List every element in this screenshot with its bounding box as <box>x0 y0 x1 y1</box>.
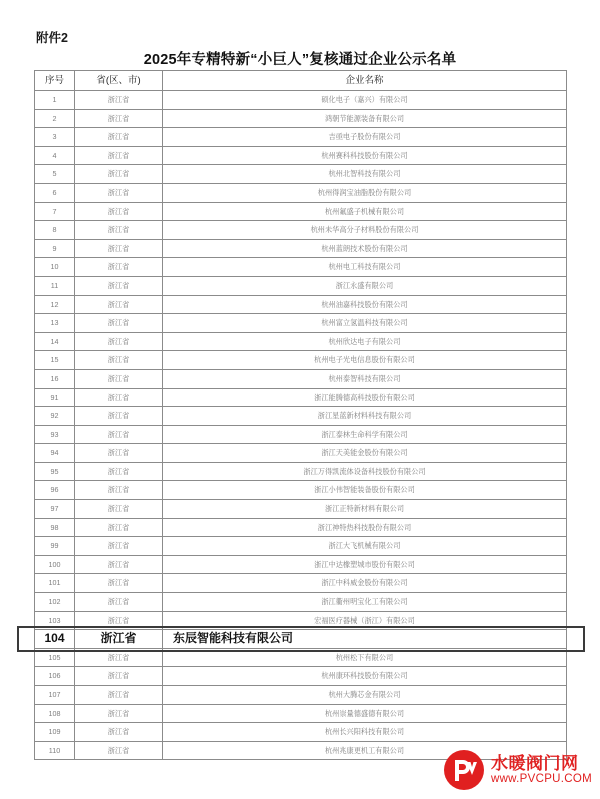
cell-company-name: 浙江小伟智能装备股份有限公司 <box>163 481 567 500</box>
column-header-company: 企业名称 <box>163 71 567 91</box>
cell-province: 浙江省 <box>75 332 163 351</box>
cell-serial-number: 109 <box>35 723 75 742</box>
company-list-table <box>34 70 567 760</box>
table-row <box>35 555 567 574</box>
cell-serial-number: 94 <box>35 444 75 463</box>
table-row <box>35 704 567 723</box>
table-row <box>35 630 567 649</box>
table-row <box>35 314 567 333</box>
table-row <box>35 425 567 444</box>
cell-company-name: 浙江正特新材料有限公司 <box>163 500 567 519</box>
cell-company-name: 杭州氟盛子机械有限公司 <box>163 202 567 221</box>
table-row <box>35 369 567 388</box>
cell-province: 浙江省 <box>75 518 163 537</box>
cell-serial-number: 100 <box>35 555 75 574</box>
cell-serial-number: 106 <box>35 667 75 686</box>
cell-province: 浙江省 <box>75 128 163 147</box>
watermark-site-url: www.PVCPU.COM <box>490 772 592 785</box>
cell-company-name: 杭州泰智科技有限公司 <box>163 369 567 388</box>
cell-province: 浙江省 <box>75 407 163 426</box>
cell-province: 浙江省 <box>75 165 163 184</box>
cell-company-name: 吉亟电子股份有限公司 <box>163 128 567 147</box>
cell-province: 浙江省 <box>75 686 163 705</box>
cell-serial-number: 5 <box>35 165 75 184</box>
table-header-row <box>35 71 567 91</box>
cell-province: 浙江省 <box>75 667 163 686</box>
cell-serial-number: 102 <box>35 593 75 612</box>
cell-province: 浙江省 <box>75 574 163 593</box>
cell-company-name: 杭州油嘉科技股份有限公司 <box>163 295 567 314</box>
cell-company-name: 杭州欣达电子有限公司 <box>163 332 567 351</box>
table-row <box>35 648 567 667</box>
cell-province: 浙江省 <box>75 648 163 667</box>
table-row <box>35 183 567 202</box>
cell-province: 浙江省 <box>75 295 163 314</box>
cell-serial-number: 110 <box>35 741 75 760</box>
table-row <box>35 388 567 407</box>
watermark-text <box>491 755 592 785</box>
cell-company-name: 浙江泰林生命科学有限公司 <box>163 425 567 444</box>
table-body <box>35 91 567 760</box>
cell-company-name: 浙江永盛有限公司 <box>163 276 567 295</box>
cell-serial-number: 101 <box>35 574 75 593</box>
cell-company-name: 杭州富立氢温科技有限公司 <box>163 314 567 333</box>
cell-company-name: 宏福医疗器械（浙江）有限公司 <box>163 611 567 630</box>
cell-company-name: 浙江中达橡塑城市股份有限公司 <box>163 555 567 574</box>
table-row <box>35 332 567 351</box>
cell-company-name: 杭州康环科技股份有限公司 <box>163 667 567 686</box>
table-row <box>35 518 567 537</box>
cell-company-name: 杭州松下有限公司 <box>163 648 567 667</box>
cell-province: 浙江省 <box>75 91 163 110</box>
table-row <box>35 165 567 184</box>
cell-serial-number: 104 <box>35 630 75 649</box>
cell-serial-number: 15 <box>35 351 75 370</box>
table-row <box>35 276 567 295</box>
cell-province: 浙江省 <box>75 369 163 388</box>
table-row <box>35 239 567 258</box>
cell-province: 浙江省 <box>75 630 163 649</box>
cell-province: 浙江省 <box>75 704 163 723</box>
cell-province: 浙江省 <box>75 202 163 221</box>
cell-serial-number: 107 <box>35 686 75 705</box>
cell-province: 浙江省 <box>75 537 163 556</box>
cell-province: 浙江省 <box>75 481 163 500</box>
cell-company-name: 杭州蓝朗技术股份有限公司 <box>163 239 567 258</box>
page-title: 2025年专精特新“小巨人”复核通过企业公示名单 <box>143 52 457 68</box>
cell-company-name: 浙江天美能金股份有限公司 <box>163 444 567 463</box>
watermark-logo-icon <box>443 749 485 791</box>
cell-company-name: 东辰智能科技有限公司 <box>163 630 567 649</box>
cell-serial-number: 96 <box>35 481 75 500</box>
table-row <box>35 574 567 593</box>
cell-serial-number: 97 <box>35 500 75 519</box>
table-row <box>35 462 567 481</box>
table-row <box>35 444 567 463</box>
cell-serial-number: 93 <box>35 425 75 444</box>
cell-company-name: 杭州大腾芯金有限公司 <box>163 686 567 705</box>
table-row <box>35 202 567 221</box>
table-row <box>35 611 567 630</box>
cell-province: 浙江省 <box>75 109 163 128</box>
cell-company-name: 浙江神特热科技股份有限公司 <box>163 518 567 537</box>
cell-company-name: 杭州未华高分子材料股份有限公司 <box>163 221 567 240</box>
table-row <box>35 221 567 240</box>
cell-company-name: 浙江万得凯流体设备科技股份有限公司 <box>163 462 567 481</box>
cell-serial-number: 12 <box>35 295 75 314</box>
table-row <box>35 481 567 500</box>
attachment-label: 附件2 <box>36 31 68 45</box>
cell-company-name: 杭州北智科技有限公司 <box>163 165 567 184</box>
cell-province: 浙江省 <box>75 276 163 295</box>
cell-province: 浙江省 <box>75 444 163 463</box>
cell-company-name: 浙江星蓝新材料科技有限公司 <box>163 407 567 426</box>
table-row <box>35 500 567 519</box>
cell-company-name: 浙江中科威金股份有限公司 <box>163 574 567 593</box>
cell-serial-number: 2 <box>35 109 75 128</box>
table-row <box>35 723 567 742</box>
cell-company-name: 杭州电工科技有限公司 <box>163 258 567 277</box>
table-row <box>35 351 567 370</box>
cell-serial-number: 91 <box>35 388 75 407</box>
cell-company-name: 杭州长兴阳科技有限公司 <box>163 723 567 742</box>
cell-serial-number: 9 <box>35 239 75 258</box>
cell-province: 浙江省 <box>75 239 163 258</box>
table-row <box>35 91 567 110</box>
cell-serial-number: 105 <box>35 648 75 667</box>
cell-province: 浙江省 <box>75 314 163 333</box>
column-header-no: 序号 <box>35 71 75 91</box>
table-row <box>35 109 567 128</box>
cell-province: 浙江省 <box>75 146 163 165</box>
cell-serial-number: 10 <box>35 258 75 277</box>
watermark <box>443 749 592 791</box>
cell-serial-number: 4 <box>35 146 75 165</box>
table-row <box>35 407 567 426</box>
table-row <box>35 258 567 277</box>
cell-company-name: 杭州得润宝油脂股份有限公司 <box>163 183 567 202</box>
cell-province: 浙江省 <box>75 221 163 240</box>
cell-serial-number: 1 <box>35 91 75 110</box>
cell-serial-number: 103 <box>35 611 75 630</box>
cell-province: 浙江省 <box>75 258 163 277</box>
cell-company-name: 浙江大飞机械有限公司 <box>163 537 567 556</box>
cell-province: 浙江省 <box>75 351 163 370</box>
cell-company-name: 杭州崇量德盛德有限公司 <box>163 704 567 723</box>
cell-serial-number: 92 <box>35 407 75 426</box>
cell-serial-number: 3 <box>35 128 75 147</box>
cell-company-name: 硕化电子（嘉兴）有限公司 <box>163 91 567 110</box>
table-row <box>35 667 567 686</box>
table-row <box>35 295 567 314</box>
cell-serial-number: 108 <box>35 704 75 723</box>
cell-province: 浙江省 <box>75 741 163 760</box>
table-row <box>35 146 567 165</box>
cell-serial-number: 98 <box>35 518 75 537</box>
cell-serial-number: 8 <box>35 221 75 240</box>
cell-province: 浙江省 <box>75 425 163 444</box>
watermark-site-name: 水暖阀门网 <box>490 754 579 774</box>
cell-province: 浙江省 <box>75 500 163 519</box>
cell-company-name: 杭州兆康更机工有限公司 <box>163 741 567 760</box>
cell-province: 浙江省 <box>75 462 163 481</box>
cell-serial-number: 7 <box>35 202 75 221</box>
table-row <box>35 686 567 705</box>
cell-province: 浙江省 <box>75 611 163 630</box>
table-row <box>35 537 567 556</box>
cell-company-name: 浙江衢州明宝化工有限公司 <box>163 593 567 612</box>
cell-company-name: 杭州赛科科技股份有限公司 <box>163 146 567 165</box>
cell-serial-number: 11 <box>35 276 75 295</box>
table-row <box>35 128 567 147</box>
cell-province: 浙江省 <box>75 593 163 612</box>
cell-serial-number: 14 <box>35 332 75 351</box>
cell-province: 浙江省 <box>75 183 163 202</box>
column-header-province: 省(区、市) <box>75 71 163 91</box>
cell-company-name: 杭州电子光电信息股份有限公司 <box>163 351 567 370</box>
table-row <box>35 593 567 612</box>
cell-serial-number: 16 <box>35 369 75 388</box>
cell-province: 浙江省 <box>75 388 163 407</box>
cell-serial-number: 13 <box>35 314 75 333</box>
cell-company-name: 鸿朝节能源装备有限公司 <box>163 109 567 128</box>
cell-serial-number: 95 <box>35 462 75 481</box>
cell-serial-number: 6 <box>35 183 75 202</box>
cell-company-name: 浙江能腾德高科技股份有限公司 <box>163 388 567 407</box>
cell-serial-number: 99 <box>35 537 75 556</box>
cell-province: 浙江省 <box>75 723 163 742</box>
cell-province: 浙江省 <box>75 555 163 574</box>
